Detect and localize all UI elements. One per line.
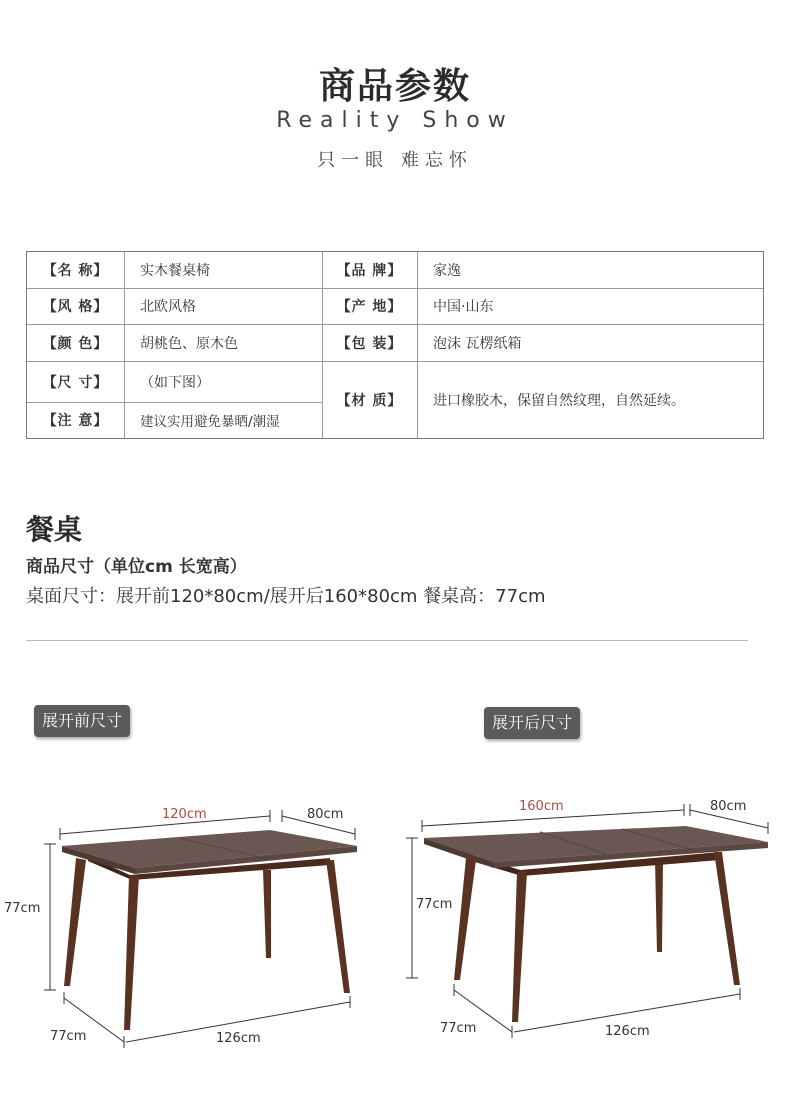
table-before-illustration <box>4 807 357 1048</box>
param-value-name: 实木餐桌椅 <box>140 263 210 279</box>
param-value-package: 泡沫 瓦楞纸箱 <box>433 335 522 352</box>
param-label-origin: 【产 地】 <box>336 299 403 315</box>
param-value-brand: 家逸 <box>433 263 461 279</box>
table-dimension-diagrams <box>0 780 790 1080</box>
param-value-note: 建议实用避免暴晒/潮湿 <box>140 414 280 430</box>
param-label-name: 【名 称】 <box>42 263 109 279</box>
section-title: 餐桌 <box>26 513 83 546</box>
page-title: 商品参数 <box>318 66 471 107</box>
dim-base-after: 126cm <box>605 1024 650 1039</box>
parameter-table <box>26 251 764 439</box>
param-value-style: 北欧风格 <box>140 299 196 315</box>
dim-base-before: 126cm <box>216 1031 261 1046</box>
page-tagline: 只一眼 难忘怀 <box>317 150 473 171</box>
param-label-style: 【风 格】 <box>42 299 109 315</box>
table-leg <box>454 858 476 980</box>
dim-width-after: 80cm <box>710 799 747 814</box>
dim-length-after: 160cm <box>519 799 564 814</box>
dim-height-before: 77cm <box>4 901 41 916</box>
param-label-material: 【材 质】 <box>336 392 403 409</box>
param-label-size: 【尺 寸】 <box>42 374 109 391</box>
param-label-color: 【颜 色】 <box>42 335 109 352</box>
table-leg <box>655 860 663 952</box>
table-leg <box>326 860 350 993</box>
table-leg <box>263 870 271 958</box>
dim-width-before: 80cm <box>307 807 344 822</box>
section-divider <box>26 640 748 641</box>
section-dimensions: 桌面尺寸：展开前120*80cm/展开后160*80cm 餐桌高：77cm <box>26 586 546 607</box>
table-leg <box>124 876 139 1030</box>
section-subtitle: 商品尺寸（单位cm 长宽高） <box>26 557 247 577</box>
table-leg <box>512 872 527 1022</box>
dim-depth-after: 77cm <box>440 1021 477 1036</box>
param-label-package: 【包 装】 <box>336 335 403 352</box>
param-label-note: 【注 意】 <box>42 413 109 429</box>
param-label-brand: 【品 牌】 <box>336 263 403 279</box>
table-after-illustration <box>406 799 768 1039</box>
badge-before-expand: 展开前尺寸 <box>34 705 130 737</box>
param-value-material: 进口橡胶木，保留自然纹理，自然延续。 <box>433 392 685 409</box>
table-leg <box>64 858 86 986</box>
dim-height-after: 77cm <box>416 897 453 912</box>
dim-depth-before: 77cm <box>50 1029 87 1044</box>
param-value-size: （如下图） <box>140 374 210 391</box>
table-leg <box>714 852 740 985</box>
param-value-color: 胡桃色、原木色 <box>140 335 238 352</box>
param-value-origin: 中国·山东 <box>433 299 494 315</box>
badge-after-expand: 展开后尺寸 <box>484 707 580 739</box>
dim-length-before: 120cm <box>162 807 207 822</box>
page-subtitle: Reality Show <box>276 108 514 133</box>
